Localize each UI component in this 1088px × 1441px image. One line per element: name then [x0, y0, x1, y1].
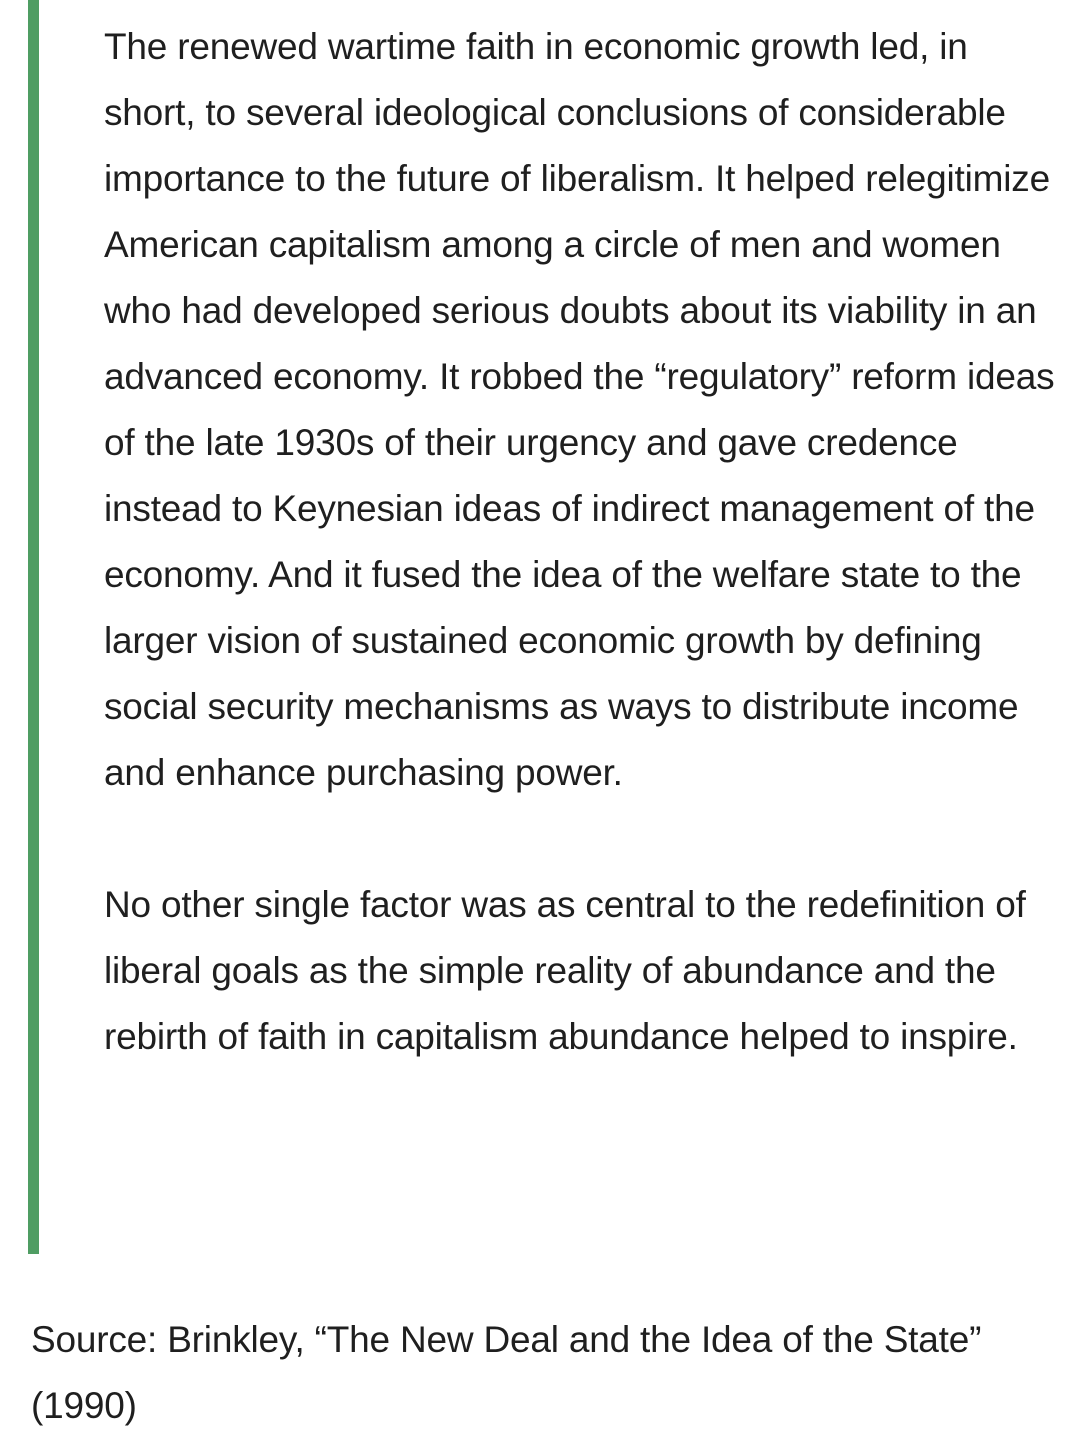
- quote-accent-bar: [28, 0, 39, 1254]
- source-citation: Source: Brinkley, “The New Deal and the Idea of the State” (1990): [31, 1319, 982, 1426]
- quote-paragraph-1: The renewed wartime faith in economic growth led, in short, to several ideological conclusions of considerable importance to the future of liberalism. It helped relegitimize American capitalism among a circle of men and women who had developed serious doubts about its viability in an advanced economy. It robbed the “regulatory” reform ideas of the late 1930s of their urgency and gave credence instead to Keynesian ideas of indirect management of the economy. And it fused the idea of the welfare state to the larger vision of sustained economic growth by defining social security mechanisms as ways to distribute income and enhance purchasing power.: [104, 26, 1055, 793]
- quote-paragraph-2: No other single factor was as central to the redefinition of liberal goals as the simple reality of abundance and the rebirth of faith in capitalism abundance helped to inspire.: [104, 884, 1026, 1057]
- blockquote: [28, 0, 1068, 1254]
- quote-text: [104, 14, 1064, 1070]
